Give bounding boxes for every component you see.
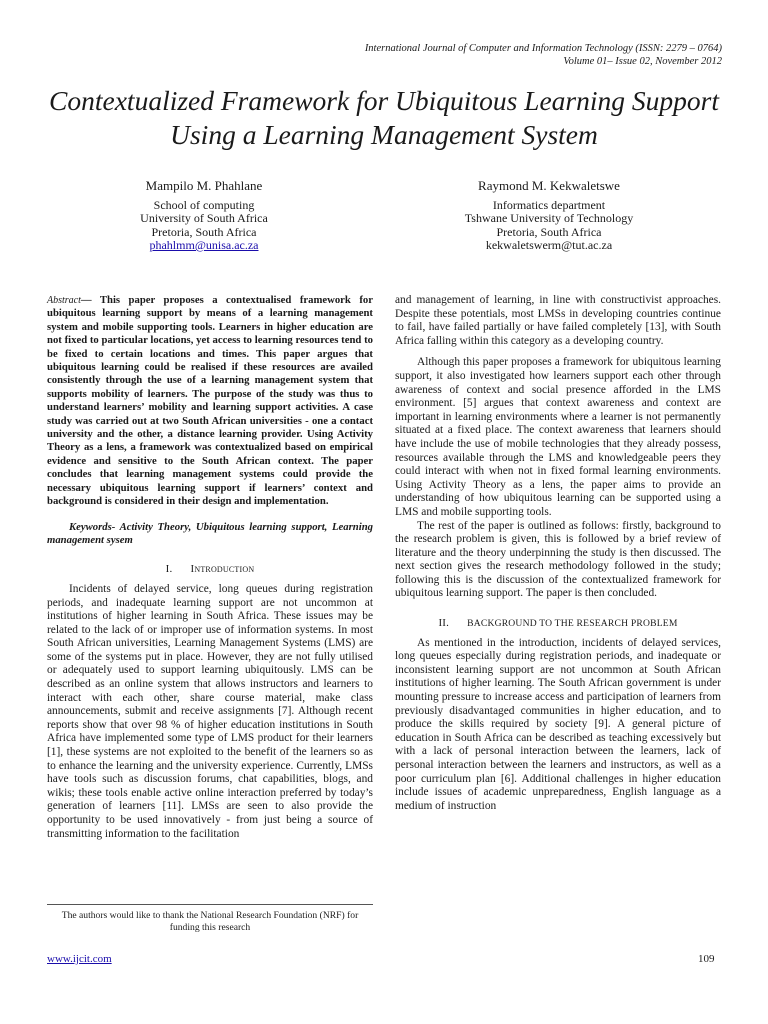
abstract-text: This paper proposes a contextualised framework for ubiquitous learning support by means of a learning management system and mobile supporting tools. Learners in higher education are not fixed to particular locations, yet access to learning resources tend to be fixed to certain locations and times. This paper argues that ubiquitous learning could be realised if these resources are availed consistently through the use of a learning management system that supports mobility of learners. The purpose of the study was thus to understand learners’ mobility and learning support activities. A case study was carried out at two South African universities - one a contact university and the other, a distance learning provider. Using Activity Theory as a lens, a framework was contextualized based on empirical evidence and sensitive to the South African context. The paper concludes that learning management systems could provide the necessary ubiquitous learning support if learners’ context and background is considered in their design and implementation. [47, 294, 373, 508]
author-email: kekwaletswerm@tut.ac.za [485, 238, 613, 252]
paragraph: The rest of the paper is outlined as follows: firstly, background to the research problem is given, this is followed by a brief review of literature and the theory underpinning the study is then discussed. The next section gives the research methodology followed in the study; following this is the discussion of the contextualized framework for ubiquitous learning support. The paper is then concluded. [395, 519, 721, 600]
section-title: Introduction [190, 563, 255, 576]
paper-title: Contextualized Framework for Ubiquitous Learning Support Using a Learning Management System [49, 85, 719, 150]
author-location: Pretoria, South Africa [151, 224, 257, 239]
paragraph: Although this paper proposes a framework for ubiquitous learning support, it also investigated how learners support each other through awareness of context and social presence afforded in the LMS environment. [5] argues that context awareness and context are important in learning environments where a learner is not permanently situated at a fixed place. The context awareness that learners should have include the use of mobile technologies that they already possess, resources available through the LMS and knowledgeable peers they could interact with when not in fixed formal learning environments. Using Activity Theory as a lens, the paper aims to provide an understanding of how ubiquitous learning can be supported using a LMS and mobile supporting tools. [395, 356, 721, 518]
author-block-2 [419, 179, 679, 253]
background-paragraph: As mentioned in the introduction, incidents of delayed services, long queues especially during registration periods, and inadequate or inconsistent learning support are not uncommon at South African institutions of higher learning. The South African government is under mounting pressure to increase access and participation of learners from previously disadvantaged communities in higher education, and to produce the skills required by society [9]. A general picture of education in South Africa can be described as teaching excessively but with a lack of personal interaction between the learners, lack of personal interaction between the learners and instructors, as well as a poor curriculum plan [6]. Additional challenges in higher education include issues of academic unpreparedness, English language as a medium of instruction [395, 636, 721, 812]
right-column [395, 294, 721, 813]
footer-website-link[interactable]: www.ijcit.com [47, 953, 112, 965]
left-column [47, 294, 373, 841]
author-institution: Tshwane University of Technology [464, 211, 634, 225]
author-email-link[interactable]: phahlmm@unisa.ac.za [149, 238, 259, 252]
footnote: The authors would like to thank the National Research Foundation (NRF) for funding this research [61, 910, 359, 933]
footnote-divider [47, 904, 373, 905]
section-number: II. [438, 617, 450, 630]
author-institution: University of South Africa [140, 211, 268, 225]
journal-volume: Volume 01– Issue 02, November 2012 [563, 56, 722, 67]
page-number: 109 [698, 953, 715, 965]
journal-name: International Journal of Computer and Information Technology (ISSN: 2279 – 0764) [364, 43, 722, 54]
section-number: I. [165, 563, 173, 576]
author-block-1 [74, 179, 334, 253]
keywords: Keywords- Activity Theory, Ubiquitous learning support, Learning management sysem [47, 520, 373, 546]
author-location: Pretoria, South Africa [496, 224, 602, 239]
abstract-dash: — [80, 294, 100, 306]
journal-header [365, 42, 722, 68]
section-title: BACKGROUND TO THE RESEARCH PROBLEM [467, 618, 678, 630]
author-department: School of computing [153, 197, 255, 212]
paragraph-continued: and management of learning, in line with constructivist approaches. Despite these potentials, most LMSs in developing countries continue to fail, have failed partially or have failed completely [13], with South Africa falling within this category as a developing country. [395, 294, 721, 347]
author-name: Mampilo M. Phahlane [145, 178, 263, 193]
section-heading-introduction [47, 563, 373, 577]
abstract [47, 294, 373, 509]
abstract-label: Abstract [47, 295, 81, 306]
intro-paragraph: Incidents of delayed service, long queues during registration periods, and inadequate learning support are not uncommon at institutions of higher learning in South Africa. These issues may be related to the lack of or improper use of information systems. In most South African universities, Learning Management Systems (LMS) are some of the systems put in place. However, they are not fully utilised or adequately used to support learning ubiquitously. LMS can be described as an online system that allows instructors and learners to interact with each other, share course material, make class announcements, submit and receive assignments [7]. Although recent reports show that over 98 % of higher education institutions in South Africa have implemented some type of LMS product for their learners [1], these systems are not exploited to the benefit of the learners so as to enhance the learning and the university experience. Currently, LMSs have tools such as discussion forums, chat capabilities, blogs, and wikis; these tools enable active online interaction preferred by today’s generation of learners [11]. LMSs are seen to also provide the opportunity to be used innovatively - from just being a source of transmitting information to the facilitation [47, 582, 373, 840]
author-name: Raymond M. Kekwaletswe [478, 178, 620, 193]
section-heading-background [395, 617, 721, 631]
author-department: Informatics department [492, 197, 606, 212]
